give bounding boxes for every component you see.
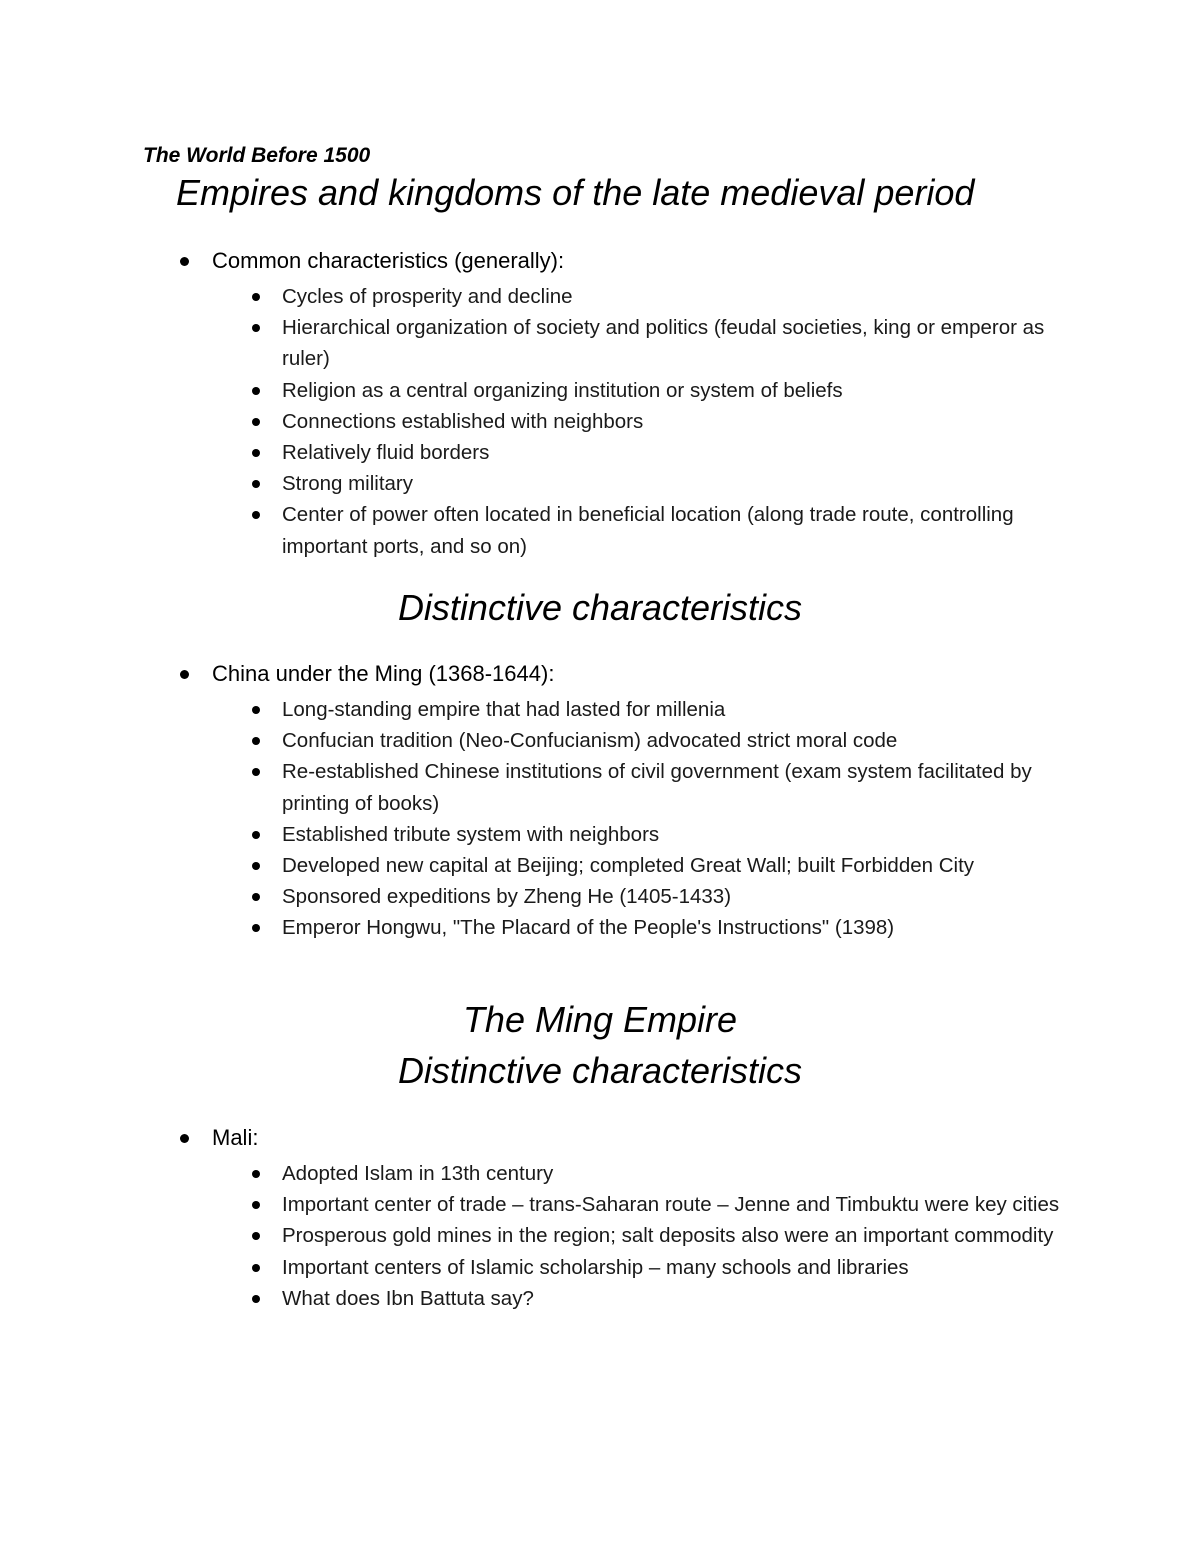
list-item: Connections established with neighbors	[176, 406, 1076, 437]
section-label-row	[176, 245, 1076, 277]
list-item: Confucian tradition (Neo-Confucianism) advocated strict moral code	[176, 725, 1076, 756]
bullet-icon	[252, 511, 260, 519]
common-characteristics-list	[176, 281, 1076, 562]
bullet-icon	[252, 418, 260, 426]
mali-section	[176, 1122, 1076, 1314]
bullet-icon	[252, 293, 260, 301]
list-item: Relatively fluid borders	[176, 437, 1076, 468]
list-item: Important center of trade – trans-Saharan route – Jenne and Timbuktu were key cities	[176, 1189, 1076, 1220]
bullet-icon	[252, 737, 260, 745]
list-item: Established tribute system with neighbors	[176, 819, 1076, 850]
section-label-row	[176, 1122, 1076, 1154]
bullet-icon	[252, 924, 260, 932]
list-item: Sponsored expeditions by Zheng He (1405-1433)	[176, 881, 1076, 912]
bullet-icon	[252, 893, 260, 901]
bullet-icon	[180, 257, 189, 266]
section-heading-distinctive-2: Distinctive characteristics	[397, 1050, 803, 1091]
bullet-icon	[252, 1295, 260, 1303]
bullet-icon	[252, 706, 260, 714]
bullet-icon	[252, 1201, 260, 1209]
section-label: China under the Ming (1368-1644):	[212, 661, 555, 686]
list-item: What does Ibn Battuta say?	[176, 1283, 1076, 1314]
bullet-icon	[252, 1232, 260, 1240]
bullet-icon	[180, 1134, 189, 1143]
section-heading-ming-empire: The Ming Empire	[462, 999, 738, 1040]
main-heading: Empires and kingdoms of the late medieval period	[176, 172, 975, 213]
section-label-row	[176, 658, 1076, 690]
section-label: Mali:	[212, 1125, 259, 1150]
list-item: Emperor Hongwu, "The Placard of the People's Instructions" (1398)	[176, 912, 1076, 943]
ming-list	[176, 694, 1076, 944]
bullet-icon	[252, 387, 260, 395]
bullet-icon	[252, 1264, 260, 1272]
bullet-icon	[252, 862, 260, 870]
list-item: Religion as a central organizing institution or system of beliefs	[176, 375, 1076, 406]
list-item: Long-standing empire that had lasted for millenia	[176, 694, 1076, 725]
list-item: Re-established Chinese institutions of civil government (exam system facilitated by printing of books)	[176, 756, 1076, 818]
mali-list	[176, 1158, 1076, 1314]
list-item: Cycles of prosperity and decline	[176, 281, 1076, 312]
bullet-icon	[252, 768, 260, 776]
list-item: Adopted Islam in 13th century	[176, 1158, 1076, 1189]
bullet-icon	[252, 1170, 260, 1178]
list-item: Important centers of Islamic scholarship – many schools and libraries	[176, 1252, 1076, 1283]
bullet-icon	[180, 670, 189, 679]
bullet-icon	[252, 449, 260, 457]
bullet-icon	[252, 324, 260, 332]
bullet-icon	[252, 480, 260, 488]
list-item: Strong military	[176, 468, 1076, 499]
bullet-icon	[252, 831, 260, 839]
ming-section	[176, 658, 1076, 944]
list-item: Center of power often located in beneficial location (along trade route, controlling important ports, and so on)	[176, 499, 1076, 561]
list-item: Hierarchical organization of society and politics (feudal societies, king or emperor as ruler)	[176, 312, 1076, 374]
list-item: Prosperous gold mines in the region; salt deposits also were an important commodity	[176, 1220, 1076, 1251]
common-characteristics-section	[176, 245, 1076, 562]
section-heading-distinctive: Distinctive characteristics	[397, 587, 803, 628]
list-item: Developed new capital at Beijing; completed Great Wall; built Forbidden City	[176, 850, 1076, 881]
section-label: Common characteristics (generally):	[212, 248, 565, 273]
page-label: The World Before 1500	[143, 144, 371, 167]
